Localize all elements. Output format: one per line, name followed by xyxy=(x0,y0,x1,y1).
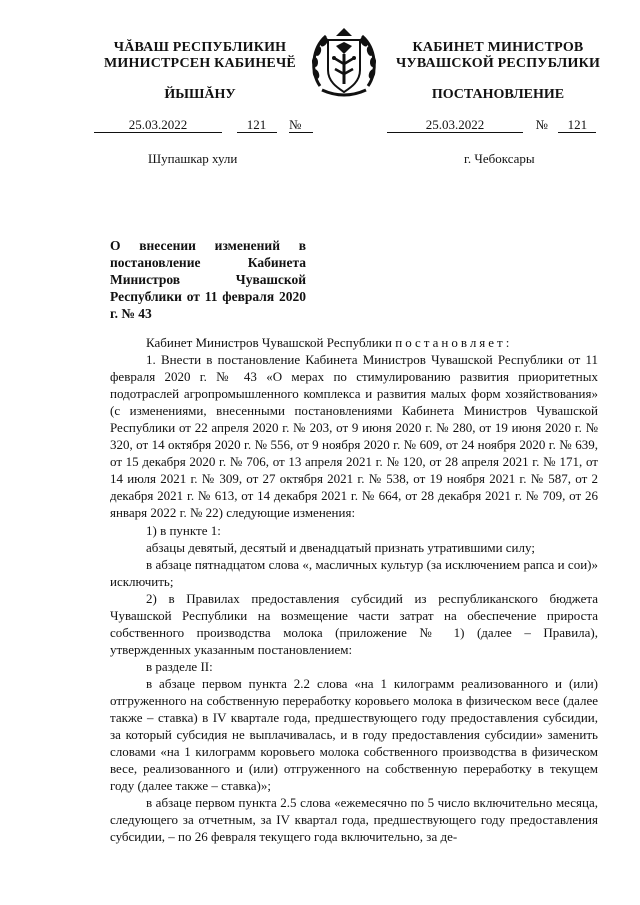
date-left: 25.03.2022 xyxy=(94,117,222,133)
no-sign-right: № xyxy=(535,117,548,132)
doc-type-left: ЙЫШĂНУ xyxy=(164,87,236,102)
body-paragraph: в разделе II: xyxy=(146,658,213,674)
preamble xyxy=(110,334,598,351)
number-left: 121 xyxy=(237,117,277,133)
body-paragraph: 1. Внести в постановление Кабинета Министров Чувашской Республики от 11 февраля 2020 г. № 43 «О мерах по стимулированию развития приоритетных подотраслей агропромышленного комплекса и развития малых форм хозяйствования» (с изменениями, внесенными постановлениями Кабинета Министров Чувашской Республики от 22 апреля 2020 г. № 203, от 9 июня 2020 г. № 280, от 19 июня 2020 г. № 320, от 14 октября 2020 г. № 556, от 9 ноября 2020 г. № 609, от 24 ноября 2020 г. № 639, от 15 декабря 2020 г. № 706, от 13 апреля 2021 г. № 120, от 28 апреля 2021 г. № 171, от 14 июля 2021 г. № 309, от 27 октября 2021 г. № 538, от 19 ноября 2021 г. № 587, от 2 декабря 2021 г. № 613, от 14 декабря 2021 г. № 664, от 28 декабря 2021 г. № 709, от 26 января 2022 г. № 22) следующие изменения: xyxy=(110,352,598,521)
document-title: О внесении изменений в постановление Кабинета Министров Чувашской Республики от 11 февраля 2020 г. № 43 xyxy=(110,238,306,321)
no-sign-left: № xyxy=(289,117,313,133)
header-left-line1: ЧĂВАШ РЕСПУБЛИКИН xyxy=(113,40,287,55)
body-paragraph: 1) в пункте 1: xyxy=(146,522,221,538)
header-right-line2: ЧУВАШСКОЙ РЕСПУБЛИКИ xyxy=(395,56,601,71)
body-paragraph: абзацы девятый, десятый и двенадцатый признать утратившими силу; xyxy=(146,539,535,555)
preamble-text: Кабинет Министров Чувашской Республики xyxy=(146,335,392,350)
body-paragraph: в абзаце первом пункта 2.5 слова «ежемесячно по 5 число включительно месяца, следующего за отчетным, за IV квартал года, предшествующего году предоставления субсидии, – по 26 февраля текущего года включительно, за де- xyxy=(110,795,598,845)
body-paragraph: 2) в Правилах предоставления субсидий из республиканского бюджета Чувашской Республики на возмещение части затрат на обеспечение прироста собственного производства молока (приложение № 1) (далее – Правила), утвержденных указанным постановлением: xyxy=(110,590,598,657)
header-right-line1: КАБИНЕТ МИНИСТРОВ xyxy=(412,40,584,55)
city-left: Шупашкар хули xyxy=(148,151,238,166)
date-right: 25.03.2022 xyxy=(387,117,523,133)
city-right: г. Чебоксары xyxy=(464,151,535,166)
body-paragraph: в абзаце пятнадцатом слова «, масличных культур (за исключением рапса и сои)» исключить; xyxy=(110,556,598,589)
dateline-right xyxy=(387,117,596,135)
header-left-authority xyxy=(100,40,300,72)
preamble-spaced: постановляет: xyxy=(395,335,513,350)
chuvash-coat-of-arms-icon xyxy=(306,24,382,102)
header-right-authority xyxy=(388,40,608,72)
doc-type-right: ПОСТАНОВЛЕНИЕ xyxy=(431,87,565,102)
dateline-left xyxy=(94,117,313,135)
body-paragraph: в абзаце первом пункта 2.2 слова «на 1 килограмм реализованного и (или) отгруженного на собственную переработку коровьего молока в физическом весе (далее также – ставка) в IV квартале года, предшествующего году предоставления субсидии, за который субсидия не выплачивалась, и в году предоставления субсидии» заменить словами «на 1 килограмм коровьего молока собственного производства в физическом весе, реализованного и (или) отгруженного на собственную переработку в текущем году (далее также – ставка)»; xyxy=(110,675,598,794)
number-right: 121 xyxy=(558,117,596,133)
header-left-line2: МИНИСТРСЕН КАБИНЕЧӖ xyxy=(104,56,296,71)
document-body xyxy=(110,334,598,845)
